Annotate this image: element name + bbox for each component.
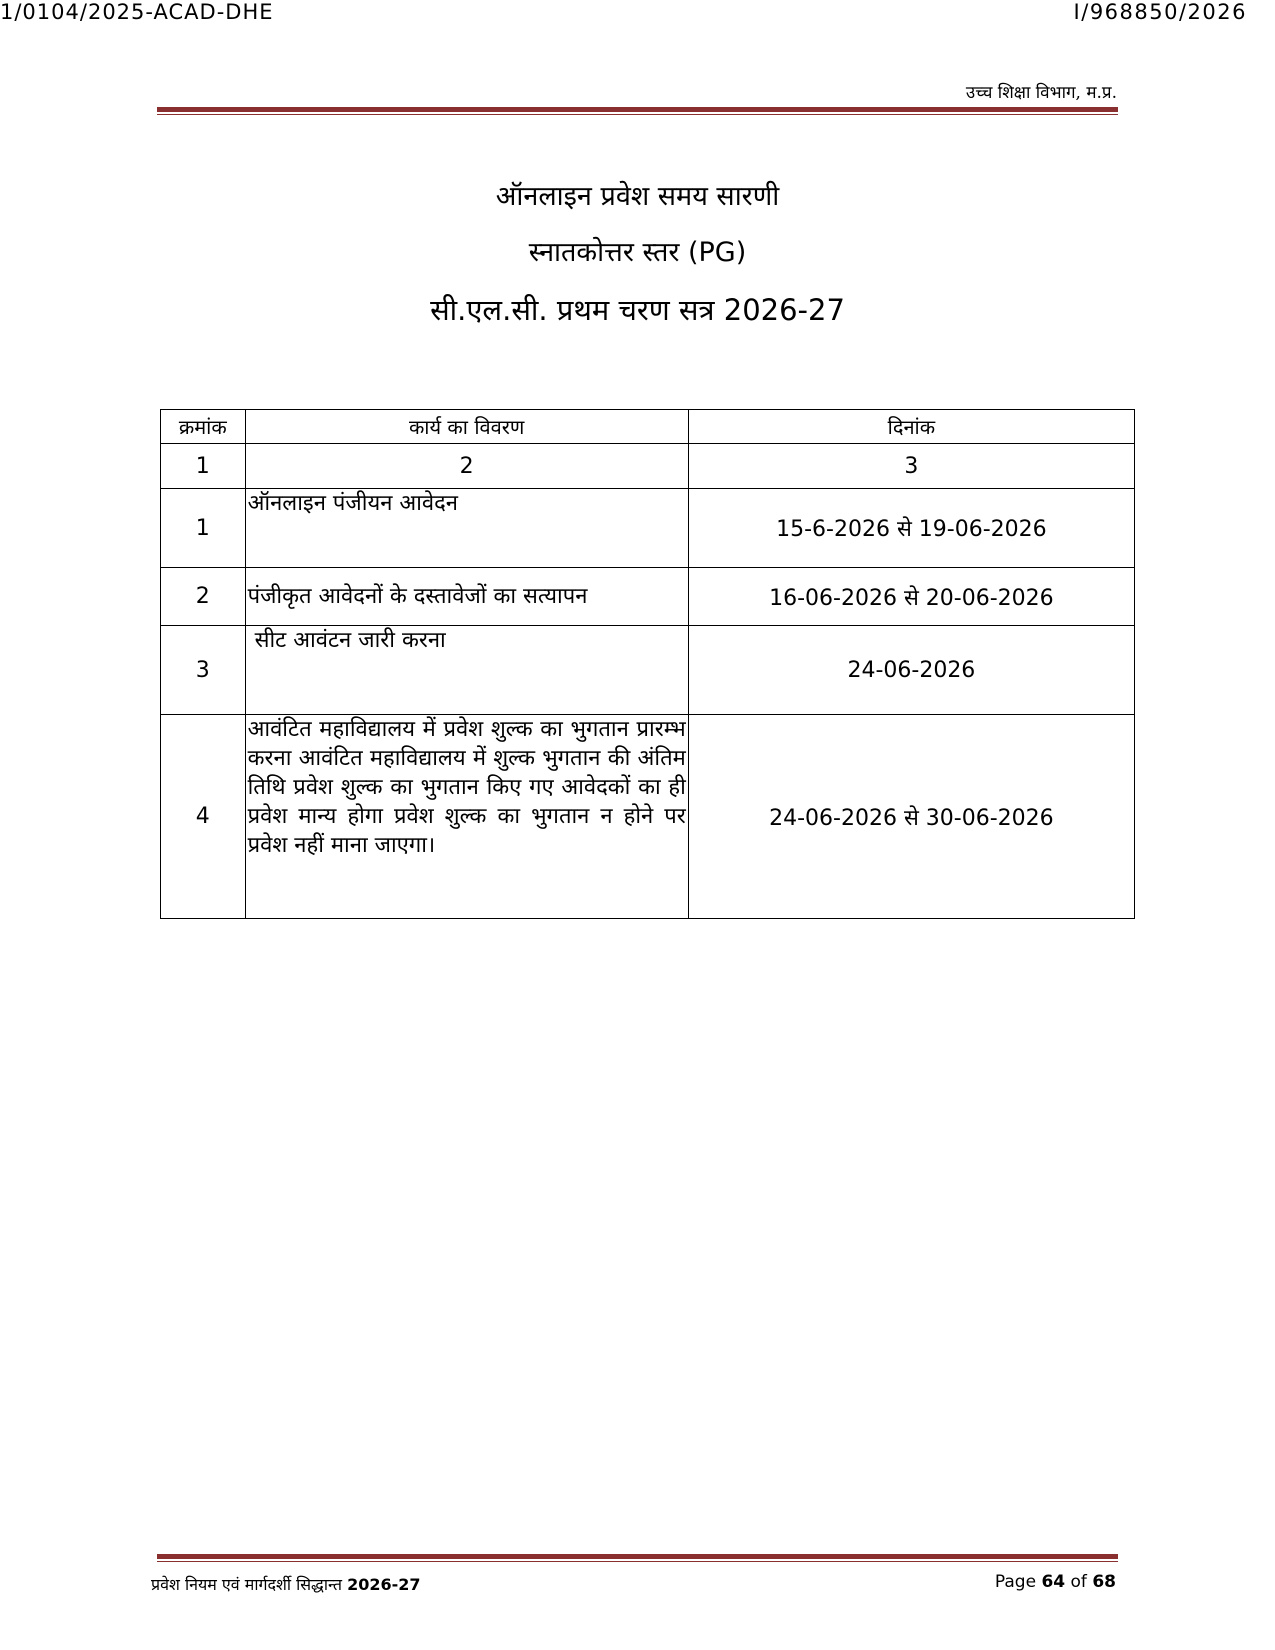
page-number: [995, 1572, 1116, 1592]
schedule-table: [160, 409, 1135, 919]
footer-document-title: [151, 1573, 421, 1595]
page-total: 68: [1092, 1572, 1116, 1592]
column-number: 2: [245, 444, 688, 489]
column-number: 3: [688, 444, 1134, 489]
header-date: दिनांक: [688, 410, 1134, 444]
row-task: सीट आवंटन जारी करना: [245, 626, 688, 715]
footer-doc-year: 2026-27: [347, 1575, 421, 1594]
footer-doc-title: प्रवेश नियम एवं मार्गदर्शी सिद्धान्त: [151, 1575, 343, 1594]
row-serial: 2: [161, 568, 246, 626]
file-reference-left: 1/0104/2025-ACAD-DHE: [0, 0, 274, 24]
table-header-row: [161, 410, 1135, 444]
row-serial: 3: [161, 626, 246, 715]
header-serial: क्रमांक: [161, 410, 246, 444]
column-number-row: [161, 444, 1135, 489]
page-subtitle-session: सी.एल.सी. प्रथम चरण सत्र 2026-27: [430, 293, 845, 327]
table-row: [161, 626, 1135, 715]
table-row: [161, 489, 1135, 568]
footer-divider: [157, 1554, 1118, 1562]
column-number: 1: [161, 444, 246, 489]
row-date: 16-06-2026 से 20-06-2026: [688, 568, 1134, 626]
row-serial: 1: [161, 489, 246, 568]
page-of: of: [1070, 1572, 1087, 1592]
page-subtitle-level: स्नातकोत्तर स्तर (PG): [528, 237, 747, 268]
row-date: 24-06-2026: [688, 626, 1134, 715]
row-serial: 4: [161, 715, 246, 919]
file-reference-right: I/968850/2026: [1073, 0, 1247, 24]
row-task: पंजीकृत आवेदनों के दस्तावेजों का सत्यापन: [245, 568, 688, 626]
header-department: उच्च शिक्षा विभाग, म.प्र.: [965, 83, 1117, 103]
page-label: Page: [994, 1572, 1037, 1592]
row-task: ऑनलाइन पंजीयन आवेदन: [245, 489, 688, 568]
row-task: आवंटित महाविद्यालय में प्रवेश शुल्क का भुगतान प्रारम्भ करना आवंटित महाविद्यालय में शुल्क भुगतान की अंतिम तिथि प्रवेश शुल्क का भुगतान किए गए आवेदकों का ही प्रवेश मान्य होगा प्रवेश शुल्क का भुगतान न होने पर प्रवेश नहीं माना जाएगा।: [245, 715, 688, 919]
table-row: [161, 568, 1135, 626]
header-task: कार्य का विवरण: [245, 410, 688, 444]
table-row: [161, 715, 1135, 919]
page-current: 64: [1041, 1572, 1066, 1592]
row-date: 24-06-2026 से 30-06-2026: [688, 715, 1134, 919]
page-title: ऑनलाइन प्रवेश समय सारणी: [495, 181, 780, 212]
row-date: 15-6-2026 से 19-06-2026: [688, 489, 1134, 568]
header-divider: [157, 107, 1118, 115]
